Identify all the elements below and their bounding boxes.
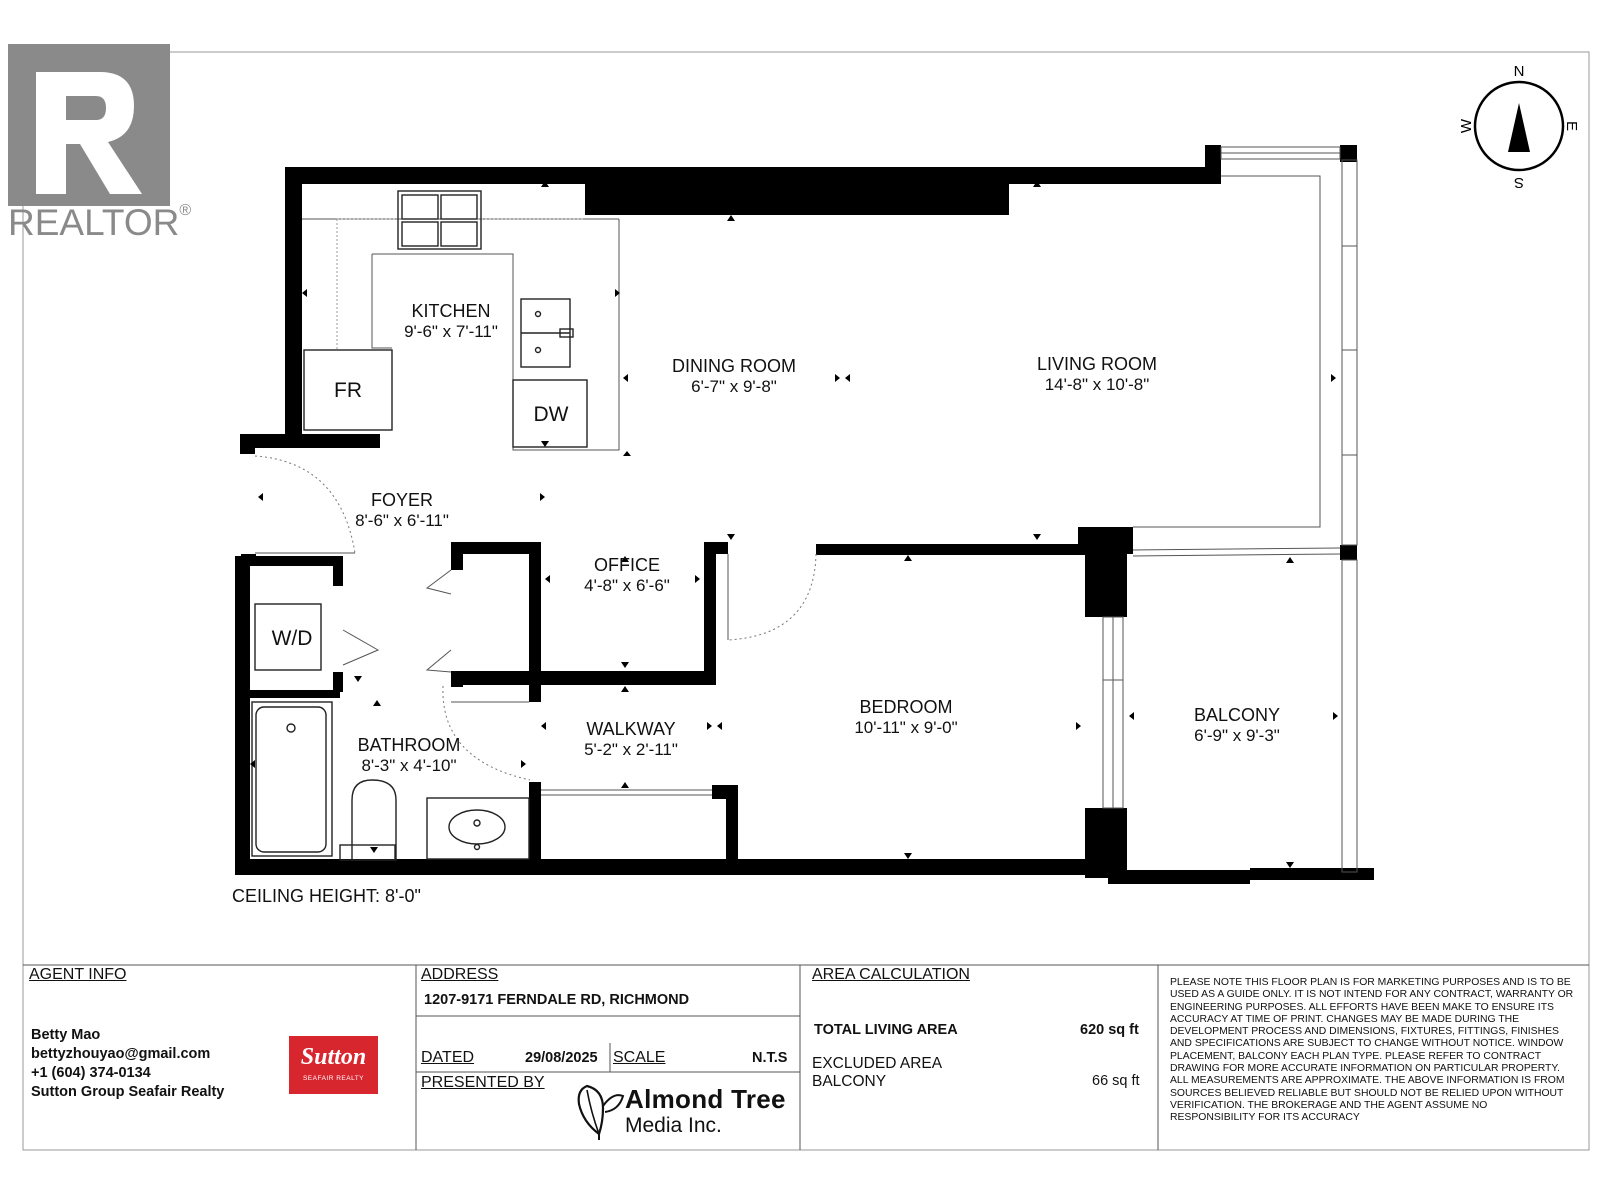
- dishwasher-label: DW: [533, 403, 569, 426]
- excluded-label: EXCLUDED AREA: [812, 1055, 943, 1072]
- bathtub-icon: [252, 702, 332, 856]
- wall-balcony-corner: [1340, 545, 1357, 560]
- sutton-logo-main: Sutton: [300, 1044, 367, 1070]
- almond-tree-logo: [573, 1082, 798, 1142]
- balcony-area-value: 66 sq ft: [1092, 1073, 1140, 1089]
- wall-laundry-cap: [241, 554, 256, 566]
- washer-dryer-label: W/D: [271, 627, 313, 650]
- almond-leaf-icon: [573, 1082, 625, 1140]
- presented-by-label: PRESENTED BY: [421, 1074, 545, 1091]
- wall-office-stub: [451, 542, 463, 570]
- wall-window-corner: [1340, 145, 1357, 162]
- wall-bottom-balcony-right: [1250, 868, 1374, 880]
- wall-bottom-balcony: [1108, 870, 1250, 884]
- agent-brokerage: Sutton Group Seafair Realty: [31, 1084, 225, 1100]
- compass-n: N: [1513, 63, 1525, 80]
- wall-laundry-bottom: [240, 690, 340, 698]
- scale-value: N.T.S: [752, 1050, 788, 1066]
- living-name: LIVING ROOM: [1036, 354, 1158, 374]
- compass-e: E: [1563, 120, 1580, 132]
- wall-top-corner: [1205, 145, 1221, 184]
- dated-label: DATED: [421, 1049, 475, 1066]
- dining-name: DINING ROOM: [672, 356, 796, 376]
- compass-w: W: [1458, 118, 1475, 134]
- ceiling-height: CEILING HEIGHT: 8'-0": [232, 886, 421, 906]
- almond-sub: Media Inc.: [625, 1114, 722, 1137]
- bathroom-name: BATHROOM: [357, 735, 461, 755]
- wall-office-bottom: [451, 671, 716, 685]
- bedroom-name: BEDROOM: [859, 697, 953, 717]
- walkway-name: WALKWAY: [586, 719, 676, 739]
- realtor-r-icon: [8, 44, 170, 206]
- agent-name: Betty Mao: [31, 1027, 101, 1043]
- wall-bath-right: [529, 782, 541, 875]
- compass-needle-icon: [1508, 103, 1530, 152]
- fine-lines: [302, 147, 1357, 872]
- wall-top-left: [285, 167, 585, 184]
- address-value: 1207-9171 FERNDALE RD, RICHMOND: [424, 992, 690, 1008]
- foyer-dims: 8'-6" x 6'-11": [355, 511, 449, 530]
- fridge-label: FR: [334, 379, 362, 402]
- wall-divider-top: [1085, 527, 1127, 617]
- dining-dims: 6'-7" x 9'-8": [691, 377, 777, 396]
- compass: [1458, 63, 1580, 191]
- foyer-name: FOYER: [370, 490, 434, 510]
- kitchen-dims: 9'-6" x 7'-11": [404, 322, 498, 341]
- wall-office-right: [704, 542, 716, 685]
- wall-top-thick: [585, 167, 1009, 215]
- agent-info-heading: AGENT INFO: [29, 966, 127, 983]
- wall-bottom: [235, 859, 1113, 875]
- realtor-wordmark: REALTOR: [8, 202, 180, 243]
- total-living-value: 620 sq ft: [1080, 1022, 1139, 1038]
- dated-value: 29/08/2025: [525, 1050, 598, 1066]
- wall-laundry-bottom-stub: [333, 672, 343, 692]
- compass-s: S: [1513, 174, 1525, 191]
- disclaimer: PLEASE NOTE THIS FLOOR PLAN IS FOR MARKETING PURPOSES AND IS TO BE USED AS A GUIDE ONLY. IT IS NOT INTEND FOR ANY CONTRACT, WARRANTY OR ENGINEERING PURPOSES. ALL EFFORTS HAVE BEEN MAKE TO ENSURE ITS ACCURACY AT TIME OF PRINT. CHANGES MAY BE MADE DURING THE DEVELOPMENT PROCESS AND DIMENSIONS, FIXTURES, FITTINGS, FINISHES AND SPECIFICATIONS ARE SUBJECT TO CHANGE WITHOUT NOTICE. WINDOW PLACEMENT, BALCONY EACH PLAN TYPE. PLEASE REFER TO CONTRACT DRAWING FOR MORE ACCURATE INFORMATION ON PARTICULAR PROPERTY. ALL MEASUREMENTS ARE APPROXIMATE. THE ABOVE INFORMATION IS FROM SOURCES BELIEVED RELIABLE BUT SHOULD NOT BE RELIED UPON WITHOUT VERIFICATION. THE BROKERAGE AND THE AGENT ASSUME NO RESPONSIBILITY FOR ITS ACCURACY: [1170, 977, 1574, 1124]
- bathroom-dims: 8'-3" x 4'-10": [361, 756, 457, 775]
- scale-label: SCALE: [613, 1049, 666, 1066]
- wall-office-left-top: [451, 542, 541, 554]
- wall-kitchen-left: [285, 167, 302, 447]
- total-living-label: TOTAL LIVING AREA: [814, 1022, 958, 1038]
- wall-walkway-closet-post: [726, 785, 738, 872]
- almond-main: Almond Tree: [625, 1084, 786, 1114]
- wall-divider-bottom: [1085, 808, 1127, 878]
- registered-mark: ®: [179, 202, 192, 219]
- agent-email[interactable]: bettyzhouyao@gmail.com: [31, 1046, 211, 1062]
- balcony-name: BALCONY: [1193, 705, 1281, 725]
- living-dims: 14'-8" x 10'-8": [1044, 375, 1150, 394]
- sutton-logo-sub: SEAFAIR REALTY: [302, 1075, 365, 1082]
- walkway-dims: 5'-2" x 2'-11": [584, 740, 678, 759]
- wall-entry-stub: [240, 434, 255, 454]
- office-dims: 4'-8" x 6'-6": [584, 576, 670, 595]
- area-heading: AREA CALCULATION: [812, 966, 970, 983]
- bedroom-dims: 10'-11" x 9'-0": [854, 718, 958, 737]
- wall-laundry-top-stub: [333, 566, 343, 586]
- sutton-logo: [289, 1036, 378, 1094]
- agent-phone[interactable]: +1 (604) 374-0134: [31, 1065, 151, 1081]
- balcony-dims: 6'-9" x 9'-3": [1194, 726, 1280, 745]
- wall-laundry-left: [235, 556, 250, 874]
- office-name: OFFICE: [594, 555, 660, 575]
- agent-info-block: [31, 1026, 224, 1102]
- address-heading: ADDRESS: [421, 966, 499, 983]
- wall-top-right: [1009, 167, 1221, 184]
- wall-foyer-stub: [451, 671, 463, 687]
- wall-office-right-cap: [704, 542, 728, 554]
- realtor-logo: [8, 44, 192, 254]
- balcony-area-label: BALCONY: [812, 1073, 887, 1090]
- wall-bedroom-top: [816, 544, 1086, 555]
- kitchen-name: KITCHEN: [411, 301, 491, 321]
- stove-icon: [398, 191, 481, 249]
